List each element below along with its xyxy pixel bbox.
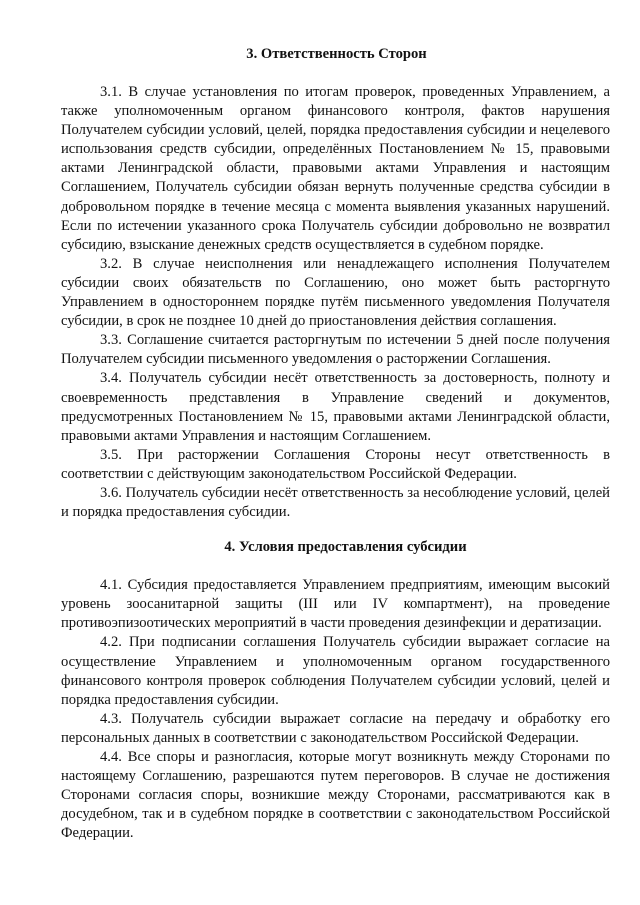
clause-3-4: 3.4. Получатель субсидии несёт ответственность за достоверность, полноту и своевременность представления в Управление сведений и документов, предусмотренных Постановлением № 15, правовыми актами Ленинградской области, правовыми актами Управления и настоящим Соглашением. bbox=[61, 370, 610, 444]
clause-3-1: 3.1. В случае установления по итогам проверок, проведенных Управлением, а также уполномоченным органом финансового контроля, фактов нарушения Получателем субсидии условий, целей, порядка предоставления субсидии и нецелевого использования средств субсидии, определённых Постановлением № 15, правовыми актами Ленинградской области, правовыми актами Управления и настоящим Соглашением, Получатель субсидии обязан вернуть полученные средства субсидии в добровольном порядке в течение месяца с момента выявления указанных нарушений. Если по истечении указанного срока Получатель субсидии добровольно не возвратил субсидию, взыскание денежных средств осуществляется в судебном порядке. bbox=[61, 84, 610, 253]
clause-3-2: 3.2. В случае неисполнения или ненадлежащего исполнения Получателем субсидии своих обязательств по Соглашению, оно может быть расторгнуто Управлением в одностороннем порядке путём письменного уведомления Получателя субсидии, в срок не позднее 10 дней до приостановления действия соглашения. bbox=[61, 255, 610, 330]
clause-3-6: 3.6. Получатель субсидии несёт ответственность за несоблюдение условий, целей и порядка предоставления субсидии. bbox=[61, 484, 610, 521]
clause-4-3: 4.3. Получатель субсидии выражает согласие на передачу и обработку его персональных данных в соответствии с законодательством Российской Федерации. bbox=[61, 710, 610, 746]
clause-4-2: 4.2. При подписании соглашения Получатель субсидии выражает согласие на осуществление Управлением и уполномоченным органом государственного финансового контроля проверок соблюдения Получателем субсидии условий, целей и порядка предоставления субсидии. bbox=[61, 634, 610, 708]
clause-4-4: 4.4. Все споры и разногласия, которые могут возникнуть между Сторонами по настоящему Соглашению, разрешаются путем переговоров. В случае не достижения Сторонами согласия споры, возникшие между Сторонами, рассматриваются как в досудебном, так и в судебном порядке в соответствии с законодательством Российской Федерации. bbox=[61, 749, 610, 842]
section-4-title: 4. Условия предоставления субсидии bbox=[224, 539, 467, 556]
clause-4-1: 4.1. Субсидия предоставляется Управлением предприятиям, имеющим высокий уровень зоосанитарной защиты (III или IV компартмент), на проведение противоэпизоотических мероприятий в части проведения дезинфекции и дератизации. bbox=[61, 577, 610, 632]
clause-3-3: 3.3. Соглашение считается расторгнутым по истечении 5 дней после получения Получателем субсидии письменного уведомления о расторжении Соглашения. bbox=[61, 332, 610, 368]
section-3-title: 3. Ответственность Сторон bbox=[246, 46, 427, 62]
clause-3-5: 3.5. При расторжении Соглашения Стороны несут ответственность в соответствии с действующим законодательством Российской Федерации. bbox=[61, 446, 610, 482]
